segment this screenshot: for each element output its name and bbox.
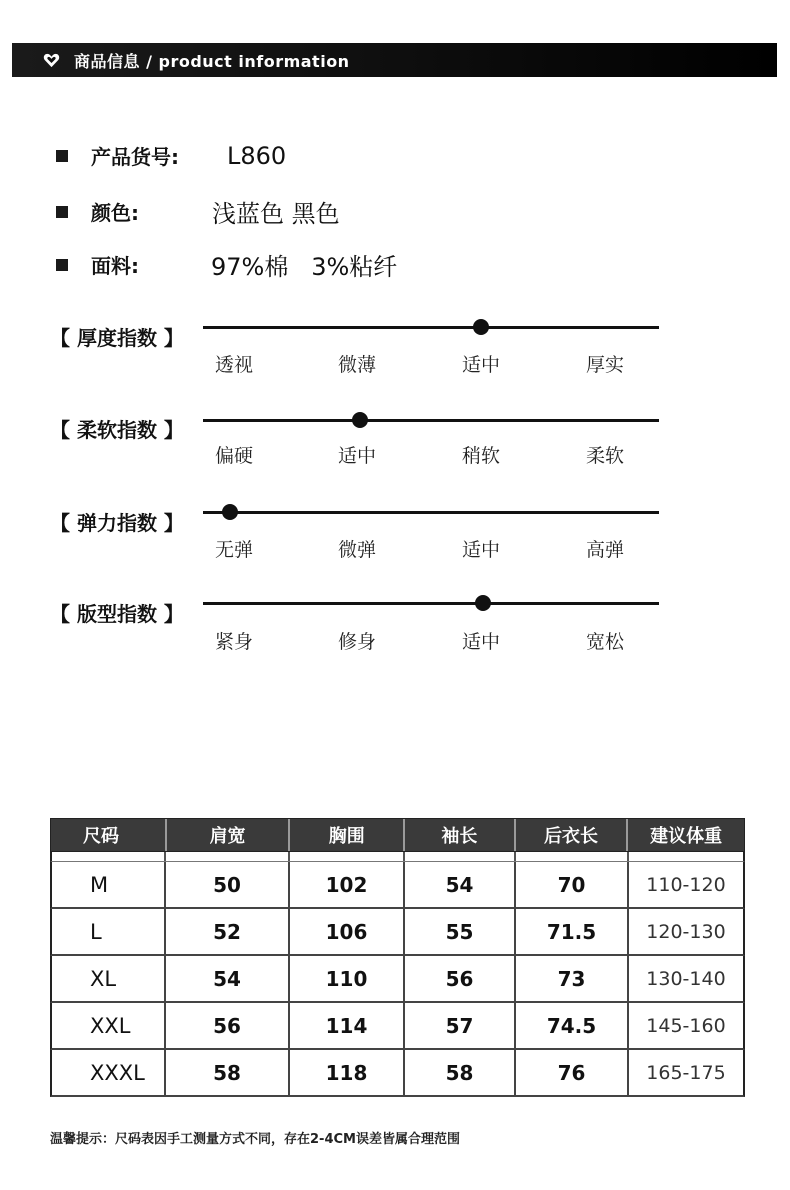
heart-icon: [43, 53, 60, 68]
bullet-square: [56, 206, 68, 218]
scale-option: 稍软: [461, 445, 501, 467]
table-cell: XL: [52, 956, 166, 1001]
scale-option: 偏硬: [214, 445, 254, 467]
table-cell: 165-175: [646, 1061, 726, 1084]
table-cell: 55: [405, 909, 516, 954]
table-row: [50, 956, 745, 1003]
table-header-cell: 建议体重: [650, 826, 723, 847]
info-label: 产品货号:: [91, 145, 179, 169]
table-header-cell: 尺码: [51, 819, 167, 851]
table-cell: 50: [166, 862, 290, 907]
table-cell: 130-140: [646, 967, 726, 990]
scale-option: 微弹: [337, 539, 377, 561]
table-header-cell: 袖长: [405, 819, 516, 851]
scale-option: 微薄: [337, 354, 377, 376]
table-cell: M: [52, 862, 166, 907]
scale-label-elasticity: 【 弹力指数 】: [50, 511, 184, 535]
size-table: [50, 818, 745, 1097]
scale-line: [203, 602, 659, 605]
table-cell: 71.5: [516, 909, 629, 954]
info-row-item-number: [56, 141, 286, 170]
table-row: [50, 1003, 745, 1050]
scale-marker: [473, 319, 489, 335]
table-cell: 102: [290, 862, 405, 907]
scale-label-thickness: 【 厚度指数 】: [50, 326, 184, 350]
scale-option: 适中: [461, 354, 501, 376]
table-cell: 110: [290, 956, 405, 1001]
table-cell: XXL: [52, 1003, 166, 1048]
table-cell: 57: [405, 1003, 516, 1048]
scale-option: 透视: [214, 354, 254, 376]
table-header-cell: 肩宽: [167, 819, 291, 851]
scale-option: 修身: [337, 631, 377, 653]
info-label: 颜色:: [91, 201, 139, 225]
scale-marker: [222, 504, 238, 520]
info-row-fabric: [56, 247, 397, 282]
table-cell: 120-130: [646, 920, 726, 943]
scale-option: 高弹: [585, 539, 625, 561]
scale-option: 无弹: [214, 539, 254, 561]
scale-option: 适中: [461, 539, 501, 561]
table-cell: 56: [405, 956, 516, 1001]
info-label: 面料:: [91, 254, 139, 278]
table-cell: 73: [516, 956, 629, 1001]
scale-label-fit: 【 版型指数 】: [50, 602, 184, 626]
section-header-bar: [12, 43, 777, 77]
scale-line: [203, 326, 659, 329]
table-cell: 58: [405, 1050, 516, 1095]
info-value: 97%棉 3%粘纤: [211, 253, 398, 281]
table-header-row: [50, 818, 745, 852]
table-row: [50, 909, 745, 956]
scale-option: 厚实: [585, 354, 625, 376]
info-row-color: [56, 194, 340, 229]
bullet-square: [56, 259, 68, 271]
section-title: 商品信息 / product information: [74, 51, 350, 71]
table-cell: 145-160: [646, 1014, 726, 1037]
table-row: [50, 862, 745, 909]
table-cell: 56: [166, 1003, 290, 1048]
scale-line: [203, 511, 659, 514]
scale-line: [203, 419, 659, 422]
table-cell: 114: [290, 1003, 405, 1048]
table-cell: 118: [290, 1050, 405, 1095]
table-row: [50, 1050, 745, 1097]
footnote: 温馨提示：尺码表因手工测量方式不同，存在2-4CM误差皆属合理范围: [50, 1132, 460, 1147]
table-cell: 76: [516, 1050, 629, 1095]
scale-label-softness: 【 柔软指数 】: [50, 418, 184, 442]
info-value: 浅蓝色 黑色: [212, 200, 340, 228]
table-cell: 54: [166, 956, 290, 1001]
table-cell: 54: [405, 862, 516, 907]
table-cell: 58: [166, 1050, 290, 1095]
table-header-cell: 胸围: [290, 819, 405, 851]
table-header-cell: 后衣长: [516, 819, 629, 851]
table-cell: 52: [166, 909, 290, 954]
table-cell: 106: [290, 909, 405, 954]
scale-option: 适中: [461, 631, 501, 653]
table-spacer-row: [50, 852, 745, 862]
scale-marker: [352, 412, 368, 428]
table-cell: XXXL: [52, 1050, 166, 1095]
table-body: [50, 862, 745, 1097]
info-value: L860: [227, 141, 287, 170]
table-cell: 70: [516, 862, 629, 907]
scale-option: 紧身: [214, 631, 254, 653]
scale-option: 柔软: [585, 445, 625, 467]
scale-option: 适中: [337, 445, 377, 467]
scale-marker: [475, 595, 491, 611]
bullet-square: [56, 150, 68, 162]
scale-option: 宽松: [585, 631, 625, 653]
table-cell: 74.5: [516, 1003, 629, 1048]
table-cell: 110-120: [646, 873, 726, 896]
table-cell: L: [52, 909, 166, 954]
